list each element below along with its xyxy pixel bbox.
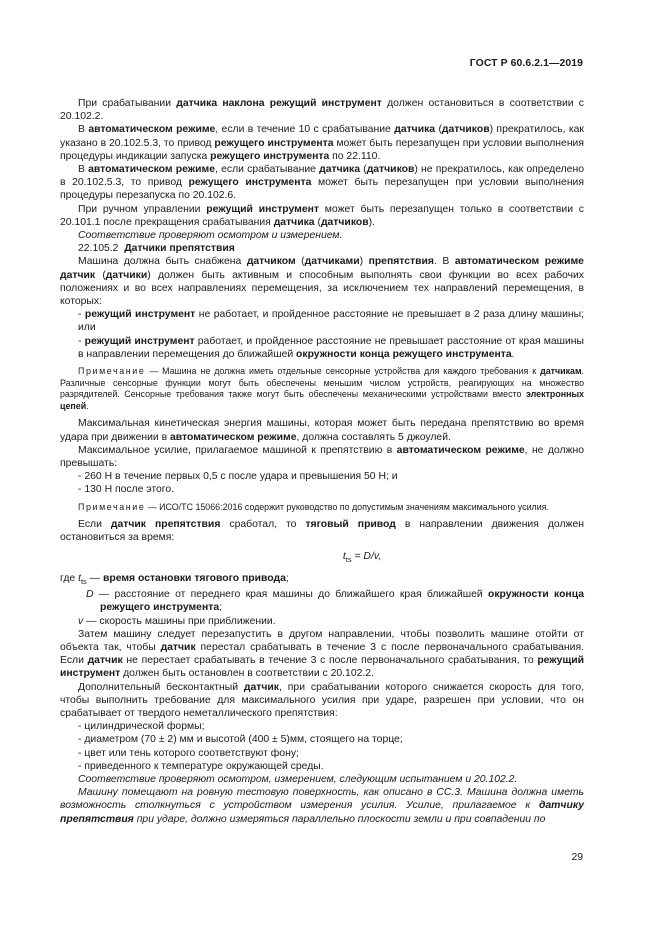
section-heading	[60, 242, 584, 255]
list-item: - 260 Н в течение первых 0,5 с после удара и превышения 50 Н; и	[78, 471, 398, 483]
list-item: - режущий инструмент не работает, и пройденное расстояние не превышает в 2 раза длину машины; или	[78, 309, 584, 334]
document-code-header: ГОСТ Р 60.6.2.1—2019	[469, 58, 583, 69]
document-body	[60, 97, 584, 826]
definition-item: D — расстояние от переднего края машины до ближайшего края ближайшей окружности конца режущего инструмента;	[86, 589, 584, 614]
list-item: - режущий инструмент работает, и пройденное расстояние не превышает расстояние от края машины в направлении перемещения до ближайшей окружности конца режущего инструмента.	[78, 335, 584, 360]
compliance-statement: Соответствие проверяют осмотром и измерением.	[78, 230, 343, 242]
paragraph: Максимальная кинетическая энергия машины, которая может быть передана препятствию во время удара при движении в автоматическом режиме, должна составлять 5 джоулей.	[60, 418, 584, 443]
note: Примечание — Машина не должна иметь отдельные сенсорные устройства для каждого требования к датчикам. Различные сенсорные функции могут быть обеспечены меньшим числом устройств, реагирующих на множество разрядителей. Сенсорные требования также могут быть обеспечены механическими устройствами вместо электронных цепей.	[60, 366, 584, 411]
note-label: Примечание	[78, 501, 146, 512]
paragraph: Максимальное усилие, прилагаемое машиной к препятствию в автоматическом режиме, не должно превышать:	[60, 444, 584, 470]
compliance-statement: Соответствие проверяют осмотром, измерением, следующим испытанием и 20.102.2.	[78, 774, 518, 786]
definition-item: v — скорость машины при приближении.	[78, 615, 276, 627]
section-title: Датчики препятствия	[124, 243, 235, 255]
section-number: 22.105.2	[78, 243, 119, 255]
note: Примечание — ИСО/ТС 15066:2016 содержит руководство по допустимым значениям максимального усилия.	[78, 501, 549, 512]
list-item: - диаметром (70 ± 2) мм и высотой (400 ± 5)мм, стоящего на торце;	[78, 734, 403, 746]
formula: $t_{ts} = D/v$,	[342, 550, 382, 564]
paragraph: Машину помещают на ровную тестовую поверхность, как описано в СС.3. Машина должна иметь возможность столкнуться с устройством измерения усилия. Усилие, прилагаемое к датчику препятствия при ударе, должно измеряться параллельно плоскости земли и при совпадении по	[60, 787, 584, 825]
page-number: 29	[571, 852, 583, 863]
list-item: - цвет или тень которого соответствуют фону;	[78, 747, 299, 759]
definition-item: где $t_{ts}$ — время остановки тягового привода;	[60, 572, 289, 587]
paragraph: Машина должна быть снабжена датчиком (датчиками) препятствия. В автоматическом режиме датчик (датчики) должен быть активным и способным выполнять свои функции во всех рабочих положениях и во всех направлениях перемещения, за исключением тех направлений перемещения, в которых:	[60, 256, 584, 308]
paragraph: Если датчик препятствия сработал, то тяговый привод в направлении движения должен остановиться за время:	[60, 519, 585, 544]
paragraph: Дополнительный бесконтактный датчик, при срабатывании которого снижается скорость для того, чтобы выполнить требование для максимального усилия при ударе, разрешен при условии, что он срабатывает от твердого неметаллического препятствия:	[60, 681, 584, 720]
list-item: - 130 Н после этого.	[78, 484, 175, 496]
paragraph: При ручном управлении режущий инструмент может быть перезапущен только в соответствии с 20.101.1 после прекращения срабатывания датчика (датчиков).	[60, 203, 584, 228]
note-label: Примечание	[78, 366, 146, 377]
list-item: - цилиндрической формы;	[78, 721, 205, 733]
paragraph: В автоматическом режиме, если в течение 10 с срабатывание датчика (датчиков) прекратилось, как указано в 20.102.5.3, то привод режущего инструмента может быть перезапущен при условии выполнения процедуры индикации запуска режущего инструмента по 22.110.	[60, 124, 584, 162]
paragraph: Затем машину следует перезапустить в другом направлении, чтобы позволить машине отойти от объекта так, чтобы датчик перестал срабатывать в течение 3 с после первоначального срабатывания. Если датчик не перестает срабатывать в течение 3 с после первоначального срабатывания, то режущий инструмент должен быть остановлен в соответствии с 20.102.2.	[60, 628, 584, 680]
list-item: - приведенного к температуре окружающей среды.	[78, 760, 324, 772]
paragraph: В автоматическом режиме, если срабатывание датчика (датчиков) не прекратилось, как определено в 20.102.5.3, то привод режущего инструмента может быть перезапущен при условии выполнения процедуры перезапуска по 20.102.6.	[60, 164, 584, 202]
paragraph: При срабатывании датчика наклона режущий инструмент должен остановиться в соответствии с 20.102.2.	[60, 98, 584, 123]
